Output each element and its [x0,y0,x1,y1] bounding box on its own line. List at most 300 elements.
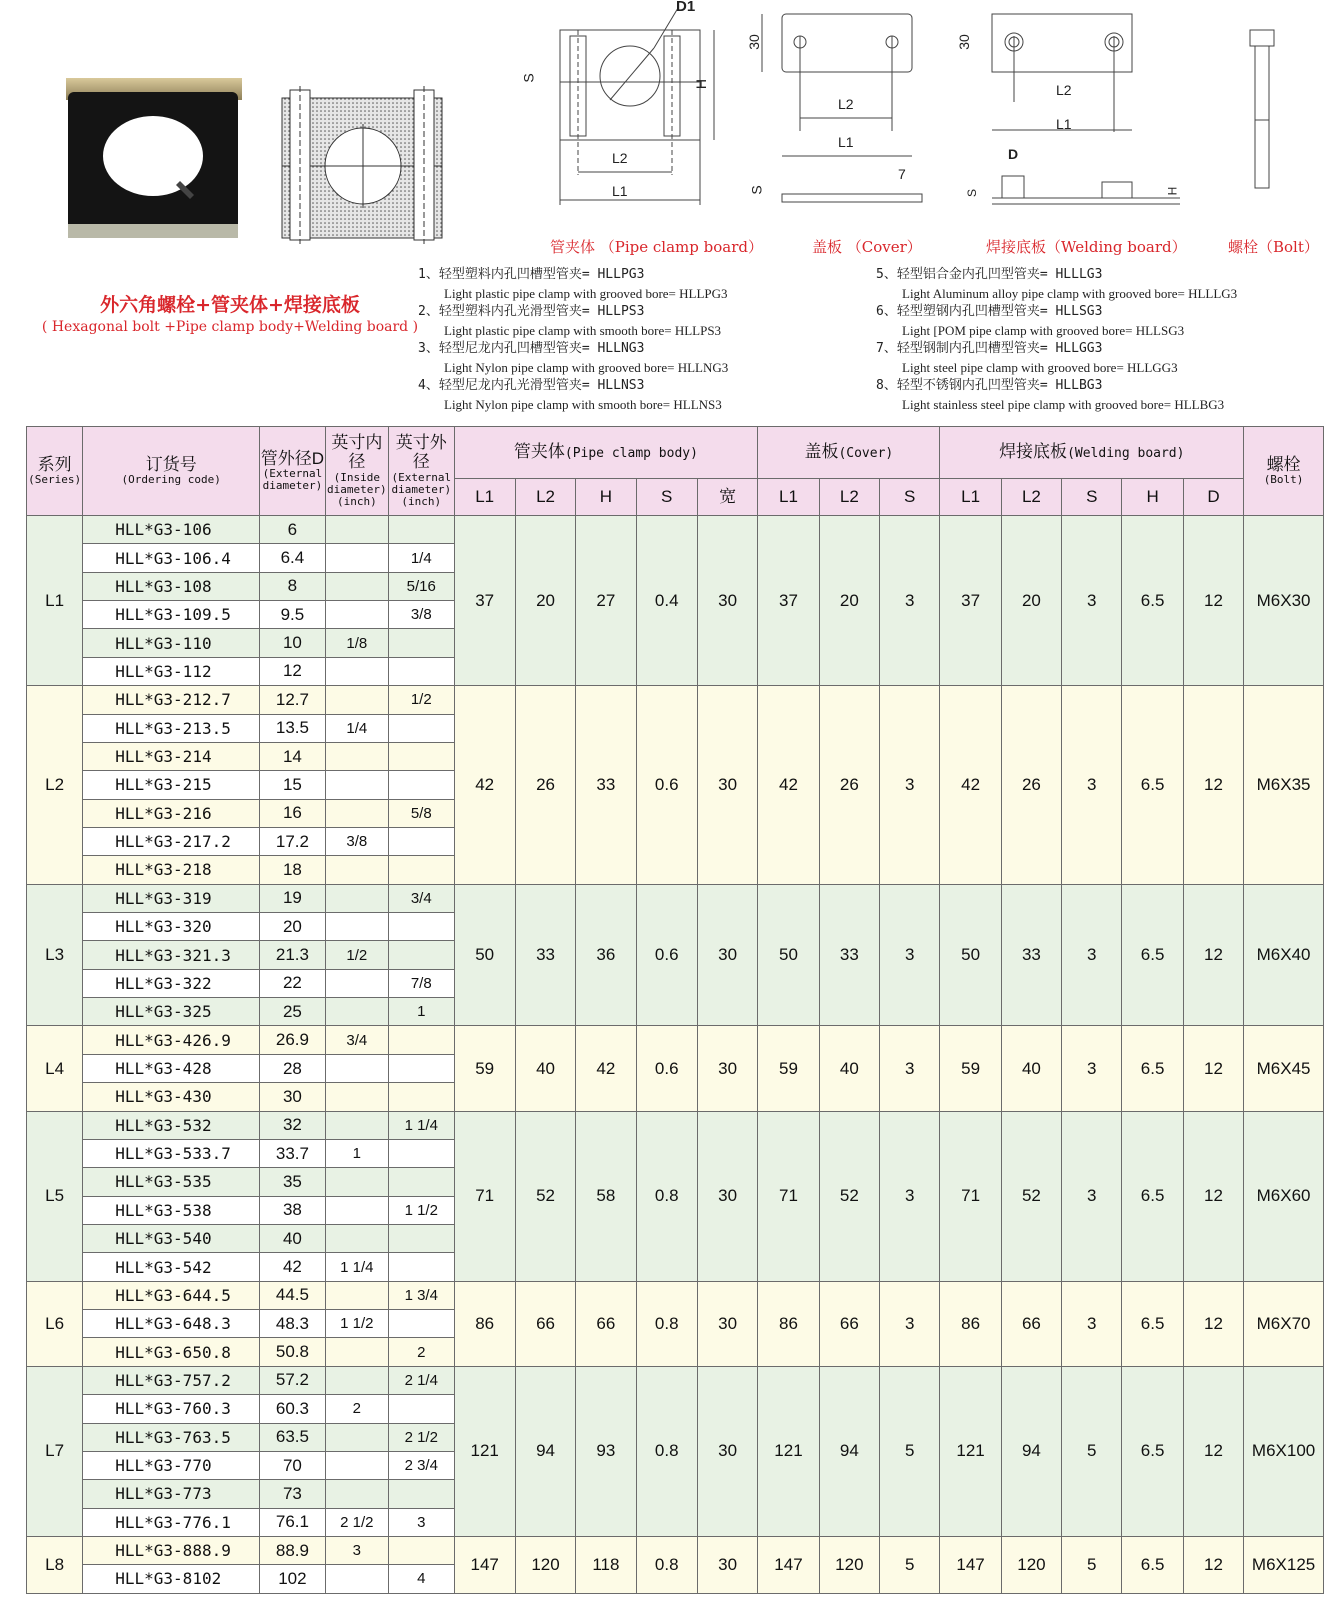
inch-inside-cell: 1 1/4 [325,1253,388,1281]
type-cn: 2、轻型塑料内孔光滑型管夹= HLLPS3 [418,304,645,319]
external-diameter-cell: 10 [260,629,325,657]
dimension-cell: 42 [454,686,515,885]
inch-outside-cell [389,1310,454,1338]
inch-outside-cell: 2 3/4 [389,1451,454,1479]
dimension-cell: 3 [880,516,940,686]
label-d1: D1 [676,0,696,15]
inch-outside-cell: 3 [389,1508,454,1536]
inch-outside-cell [389,1168,454,1196]
dimension-cell: 27 [576,516,636,686]
external-diameter-cell: 25 [260,998,325,1026]
dimension-cell: 0.8 [636,1366,697,1536]
label-w-l2: L2 [1056,82,1072,98]
dimension-cell: 42 [758,686,819,885]
dimension-cell: 20 [819,516,879,686]
ordering-code-cell: HLL*G3-644.5 [83,1281,260,1309]
external-diameter-cell: 73 [260,1480,325,1508]
dimension-cell: 36 [576,884,636,1026]
type-en: Light [POM pipe clamp with grooved bore= HLLSG3 [902,322,1185,338]
dimension-cell: 6.5 [1122,1366,1183,1536]
inch-outside-cell: 5/16 [389,572,454,600]
dimension-cell: 71 [454,1111,515,1281]
dimension-cell: 147 [454,1536,515,1593]
type-en: Light Nylon pipe clamp with grooved bore= HLLNG3 [444,359,729,375]
ordering-code-cell: HLL*G3-426.9 [83,1026,260,1054]
header-clamp-body: 管夹体(Pipe clamp body) [454,427,758,479]
inch-inside-cell [325,1423,388,1451]
table-row [27,1026,1324,1054]
dimension-cell: 52 [819,1111,879,1281]
inch-inside-cell [325,657,388,685]
bolt-cell: M6X100 [1244,1366,1324,1536]
dimension-cell: 12 [1183,1536,1243,1593]
inch-outside-cell: 3/8 [389,601,454,629]
external-diameter-cell: 42 [260,1253,325,1281]
type-en: Light steel pipe clamp with grooved bore= HLLGG3 [902,359,1178,375]
inch-inside-cell: 2 [325,1395,388,1423]
inch-inside-cell: 1 [325,1139,388,1167]
table-row [27,1536,1324,1564]
dimension-cell: 30 [697,884,757,1026]
external-diameter-cell: 63.5 [260,1423,325,1451]
subheader-cell: L1 [454,479,515,516]
dimension-cell: 0.6 [636,884,697,1026]
dimension-cell: 6.5 [1122,516,1183,686]
dimension-cell: 52 [515,1111,575,1281]
dimension-cell: 20 [515,516,575,686]
subheader-cell: L2 [819,479,879,516]
dimension-cell: 59 [454,1026,515,1111]
inch-inside-cell [325,1338,388,1366]
dimension-cell: 0.8 [636,1281,697,1366]
inch-outside-cell [389,1253,454,1281]
external-diameter-cell: 18 [260,856,325,884]
inch-outside-cell [389,1480,454,1508]
label-30: 30 [745,34,762,50]
external-diameter-cell: 14 [260,742,325,770]
subheader-cell: L1 [758,479,819,516]
external-diameter-cell: 12.7 [260,686,325,714]
inch-inside-cell [325,1451,388,1479]
dimension-cell: 6.5 [1122,1536,1183,1593]
inch-outside-cell [389,771,454,799]
type-en: Light Aluminum alloy pipe clamp with grooved bore= HLLLG3 [902,285,1238,301]
bolt-drawing [1244,20,1280,220]
label-l2: L2 [612,150,628,166]
header-external-diameter: 管外径D (External diameter) [260,427,325,516]
dimension-cell: 3 [880,686,940,885]
table-row [27,1111,1324,1139]
inch-outside-cell [389,629,454,657]
dimension-cell: 30 [697,1111,757,1281]
external-diameter-cell: 22 [260,969,325,997]
dimension-cell: 26 [819,686,879,885]
inch-outside-cell: 2 1/2 [389,1423,454,1451]
series-cell: L3 [27,884,83,1026]
series-cell: L8 [27,1536,83,1593]
external-diameter-cell: 12 [260,657,325,685]
dimension-cell: 147 [758,1536,819,1593]
dimension-cell: 30 [697,1366,757,1536]
cover-drawing [745,6,942,218]
external-diameter-cell: 48.3 [260,1310,325,1338]
label-pipe-clamp-board: 管夹体 （Pipe clamp board） [550,238,763,256]
dimension-cell: 52 [1001,1111,1061,1281]
ordering-code-cell: HLL*G3-216 [83,799,260,827]
external-diameter-cell: 21.3 [260,941,325,969]
dimension-cell: 0.8 [636,1111,697,1281]
type-en: Light plastic pipe clamp with grooved bore= HLLPG3 [444,285,728,301]
dimension-cell: 40 [515,1026,575,1111]
external-diameter-cell: 40 [260,1224,325,1252]
bolt-cell: M6X60 [1244,1111,1324,1281]
bolt-cell: M6X35 [1244,686,1324,885]
ordering-code-cell: HLL*G3-776.1 [83,1508,260,1536]
dimension-cell: 6.5 [1122,1026,1183,1111]
dimension-cell: 66 [515,1281,575,1366]
external-diameter-cell: 38 [260,1196,325,1224]
subheader-cell: L1 [940,479,1001,516]
table-row [27,884,1324,912]
dimension-cell: 3 [880,1281,940,1366]
dimension-cell: 86 [940,1281,1001,1366]
inch-inside-cell [325,1111,388,1139]
dimension-cell: 66 [576,1281,636,1366]
dimension-cell: 5 [880,1536,940,1593]
header-inch-inside: 英寸内径 (Inside diameter)(inch) [325,427,388,516]
dimension-cell: 120 [1001,1536,1061,1593]
ordering-code-cell: HLL*G3-760.3 [83,1395,260,1423]
subheader-cell: H [1122,479,1183,516]
inch-inside-cell [325,742,388,770]
inch-outside-cell: 1 [389,998,454,1026]
inch-outside-cell [389,1026,454,1054]
header-inch-outside: 英寸外径 (External diameter)(inch) [389,427,454,516]
inch-outside-cell [389,1395,454,1423]
bolt-cell: M6X70 [1244,1281,1324,1366]
type-cn: 4、轻型尼龙内孔光滑型管夹= HLLNS3 [418,378,645,393]
external-diameter-cell: 15 [260,771,325,799]
dimension-cell: 33 [515,884,575,1026]
welding-board-drawing [955,6,1200,218]
inch-outside-cell [389,742,454,770]
ordering-code-cell: HLL*G3-321.3 [83,941,260,969]
label-cover-s: S [748,185,765,195]
ordering-code-cell: HLL*G3-319 [83,884,260,912]
ordering-code-cell: HLL*G3-106.4 [83,544,260,572]
dimension-cell: 94 [515,1366,575,1536]
header-ordering-code: 订货号 (Ordering code) [83,427,260,516]
inch-outside-cell [389,827,454,855]
dimension-cell: 6.5 [1122,1111,1183,1281]
type-cn: 7、轻型钢制内孔凹槽型管夹= HLLGG3 [876,341,1103,356]
ordering-code-cell: HLL*G3-214 [83,742,260,770]
bolt-cell: M6X30 [1244,516,1324,686]
dimension-cell: 0.8 [636,1536,697,1593]
dimension-cell: 66 [1001,1281,1061,1366]
inch-outside-cell [389,516,454,544]
label-w-h: H [1165,186,1180,196]
inch-outside-cell: 1/2 [389,686,454,714]
dimension-cell: 94 [1001,1366,1061,1536]
inch-inside-cell: 3/4 [325,1026,388,1054]
dimension-cell: 121 [758,1366,819,1536]
inch-outside-cell [389,1139,454,1167]
inch-inside-cell [325,969,388,997]
dimension-cell: 59 [758,1026,819,1111]
subheader-cell: H [576,479,636,516]
dimension-cell: 86 [758,1281,819,1366]
dimension-cell: 93 [576,1366,636,1536]
series-cell: L4 [27,1026,83,1111]
header-welding-board: 焊接底板(Welding board) [940,427,1244,479]
inch-inside-cell: 3 [325,1536,388,1564]
type-en: Light stainless steel pipe clamp with grooved bore= HLLBG3 [902,396,1225,412]
inch-inside-cell [325,1480,388,1508]
inch-inside-cell [325,1054,388,1082]
inch-outside-cell: 3/4 [389,884,454,912]
external-diameter-cell: 8 [260,572,325,600]
type-cn: 8、轻型不锈钢内孔凹型管夹= HLLBG3 [876,378,1103,393]
inch-inside-cell: 1 1/2 [325,1310,388,1338]
dimension-cell: 3 [1062,686,1122,885]
dimension-cell: 26 [515,686,575,885]
dimension-cell: 58 [576,1111,636,1281]
subheader-cell: D [1183,479,1243,516]
ordering-code-cell: HLL*G3-217.2 [83,827,260,855]
ordering-code-cell: HLL*G3-106 [83,516,260,544]
external-diameter-cell: 76.1 [260,1508,325,1536]
external-diameter-cell: 102 [260,1565,325,1593]
dimension-cell: 3 [1062,1111,1122,1281]
subheader-cell: S [1062,479,1122,516]
inch-inside-cell [325,884,388,912]
dimension-cell: 3 [1062,884,1122,1026]
subheader-cell: L2 [515,479,575,516]
ordering-code-cell: HLL*G3-538 [83,1196,260,1224]
inch-outside-cell: 5/8 [389,799,454,827]
dimension-cell: 26 [1001,686,1061,885]
bolt-cell: M6X45 [1244,1026,1324,1111]
inch-outside-cell [389,1224,454,1252]
dimension-cell: 37 [758,516,819,686]
dimension-cell: 120 [819,1536,879,1593]
dimension-cell: 30 [697,516,757,686]
inch-outside-cell [389,1054,454,1082]
ordering-code-cell: HLL*G3-650.8 [83,1338,260,1366]
label-welding-board: 焊接底板（Welding board） [986,238,1187,256]
inch-outside-cell: 1 1/2 [389,1196,454,1224]
label-l1: L1 [612,183,628,199]
inch-outside-cell: 1 1/4 [389,1111,454,1139]
type-cn: 1、轻型塑料内孔凹槽型管夹= HLLPG3 [418,267,645,282]
ordering-code-cell: HLL*G3-532 [83,1111,260,1139]
dimension-cell: 33 [819,884,879,1026]
inch-inside-cell [325,1224,388,1252]
dimension-cell: 6.5 [1122,884,1183,1026]
series-cell: L1 [27,516,83,686]
table-row [27,686,1324,714]
label-h: H [693,78,710,90]
inch-inside-cell: 2 1/2 [325,1508,388,1536]
label-w-s: S [965,188,980,198]
inch-inside-cell [325,1366,388,1394]
dimension-cell: 37 [454,516,515,686]
external-diameter-cell: 88.9 [260,1536,325,1564]
ordering-code-cell: HLL*G3-110 [83,629,260,657]
product-caption-cn: 外六角螺栓+管夹体+焊接底板 [100,294,360,316]
inch-inside-cell [325,601,388,629]
label-cover-l1: L1 [838,134,854,150]
external-diameter-cell: 17.2 [260,827,325,855]
series-cell: L5 [27,1111,83,1281]
inch-outside-cell [389,941,454,969]
dimension-cell: 30 [697,686,757,885]
dimension-cell: 0.4 [636,516,697,686]
dimension-cell: 42 [576,1026,636,1111]
header-bolt: 螺栓 (Bolt) [1244,427,1324,516]
label-w-l1: L1 [1056,116,1072,132]
dimension-cell: 5 [880,1366,940,1536]
series-cell: L7 [27,1366,83,1536]
ordering-code-cell: HLL*G3-757.2 [83,1366,260,1394]
ordering-code-cell: HLL*G3-8102 [83,1565,260,1593]
external-diameter-cell: 13.5 [260,714,325,742]
dimension-cell: 50 [454,884,515,1026]
external-diameter-cell: 30 [260,1083,325,1111]
inch-outside-cell [389,714,454,742]
dimension-cell: 3 [1062,1026,1122,1111]
dimension-cell: 121 [454,1366,515,1536]
dimension-cell: 50 [940,884,1001,1026]
label-w-d: D [1008,146,1019,162]
dimension-cell: 120 [515,1536,575,1593]
dimension-cell: 86 [454,1281,515,1366]
ordering-code-cell: HLL*G3-888.9 [83,1536,260,1564]
bolt-cell: M6X125 [1244,1536,1324,1593]
inch-outside-cell [389,657,454,685]
dimension-cell: 71 [940,1111,1001,1281]
type-cn: 6、轻型塑钢内孔凹槽型管夹= HLLSG3 [876,304,1103,319]
external-diameter-cell: 35 [260,1168,325,1196]
ordering-code-cell: HLL*G3-112 [83,657,260,685]
ordering-code-cell: HLL*G3-535 [83,1168,260,1196]
header-series: 系列 (Series) [27,427,83,516]
table-row [27,1366,1324,1394]
ordering-code-cell: HLL*G3-770 [83,1451,260,1479]
inch-inside-cell [325,1565,388,1593]
series-cell: L2 [27,686,83,885]
dimension-cell: 12 [1183,686,1243,885]
external-diameter-cell: 60.3 [260,1395,325,1423]
ordering-code-cell: HLL*G3-763.5 [83,1423,260,1451]
dimension-cell: 3 [880,1026,940,1111]
external-diameter-cell: 19 [260,884,325,912]
dimension-cell: 6.5 [1122,1281,1183,1366]
inch-inside-cell [325,771,388,799]
ordering-code-cell: HLL*G3-533.7 [83,1139,260,1167]
product-photo [60,76,244,242]
dimension-cell: 33 [576,686,636,885]
inch-outside-cell: 1/4 [389,544,454,572]
type-cn: 3、轻型尼龙内孔凹槽型管夹= HLLNG3 [418,341,645,356]
external-diameter-cell: 16 [260,799,325,827]
label-cover: 盖板 （Cover） [812,238,922,256]
inch-outside-cell: 4 [389,1565,454,1593]
label-w-30: 30 [955,34,972,50]
external-diameter-cell: 44.5 [260,1281,325,1309]
table-row [27,516,1324,544]
inch-inside-cell: 1/8 [325,629,388,657]
ordering-code-cell: HLL*G3-109.5 [83,601,260,629]
ordering-code-cell: HLL*G3-540 [83,1224,260,1252]
table-row [27,1281,1324,1309]
inch-outside-cell: 7/8 [389,969,454,997]
dimension-cell: 71 [758,1111,819,1281]
inch-inside-cell [325,1083,388,1111]
type-en: Light plastic pipe clamp with smooth bore= HLLPS3 [444,322,722,338]
inch-inside-cell [325,1196,388,1224]
dimension-cell: 12 [1183,1111,1243,1281]
dimension-cell: 94 [819,1366,879,1536]
inch-outside-cell: 2 1/4 [389,1366,454,1394]
clamp-section-drawing [280,86,446,248]
dimension-cell: 30 [697,1026,757,1111]
dimension-cell: 5 [1062,1536,1122,1593]
dimension-cell: 121 [940,1366,1001,1536]
ordering-code-cell: HLL*G3-325 [83,998,260,1026]
dimension-cell: 12 [1183,884,1243,1026]
external-diameter-cell: 28 [260,1054,325,1082]
inch-outside-cell: 2 [389,1338,454,1366]
type-en: Light Nylon pipe clamp with smooth bore= HLLNS3 [444,396,722,412]
external-diameter-cell: 6 [260,516,325,544]
ordering-code-cell: HLL*G3-648.3 [83,1310,260,1338]
dimension-cell: 0.6 [636,686,697,885]
ordering-code-cell: HLL*G3-322 [83,969,260,997]
inch-inside-cell [325,799,388,827]
inch-inside-cell [325,1281,388,1309]
inch-inside-cell [325,856,388,884]
ordering-code-cell: HLL*G3-430 [83,1083,260,1111]
dimension-cell: 3 [880,884,940,1026]
dimension-cell: 20 [1001,516,1061,686]
dimension-cell: 12 [1183,1366,1243,1536]
dimension-cell: 3 [880,1111,940,1281]
inch-outside-cell [389,1083,454,1111]
dimension-cell: 40 [1001,1026,1061,1111]
dimension-cell: 12 [1183,1281,1243,1366]
external-diameter-cell: 50.8 [260,1338,325,1366]
dimension-cell: 59 [940,1026,1001,1111]
external-diameter-cell: 9.5 [260,601,325,629]
inch-outside-cell [389,913,454,941]
inch-outside-cell: 1 3/4 [389,1281,454,1309]
label-bolt: 螺栓（Bolt） [1228,238,1319,256]
inch-inside-cell [325,998,388,1026]
spec-table [26,426,1324,1594]
ordering-code-cell: HLL*G3-215 [83,771,260,799]
dimension-cell: 50 [758,884,819,1026]
bolt-cell: M6X40 [1244,884,1324,1026]
ordering-code-cell: HLL*G3-428 [83,1054,260,1082]
inch-inside-cell [325,686,388,714]
label-7: 7 [898,166,906,182]
dimension-cell: 40 [819,1026,879,1111]
external-diameter-cell: 20 [260,913,325,941]
dimension-cell: 6.5 [1122,686,1183,885]
inch-inside-cell [325,516,388,544]
